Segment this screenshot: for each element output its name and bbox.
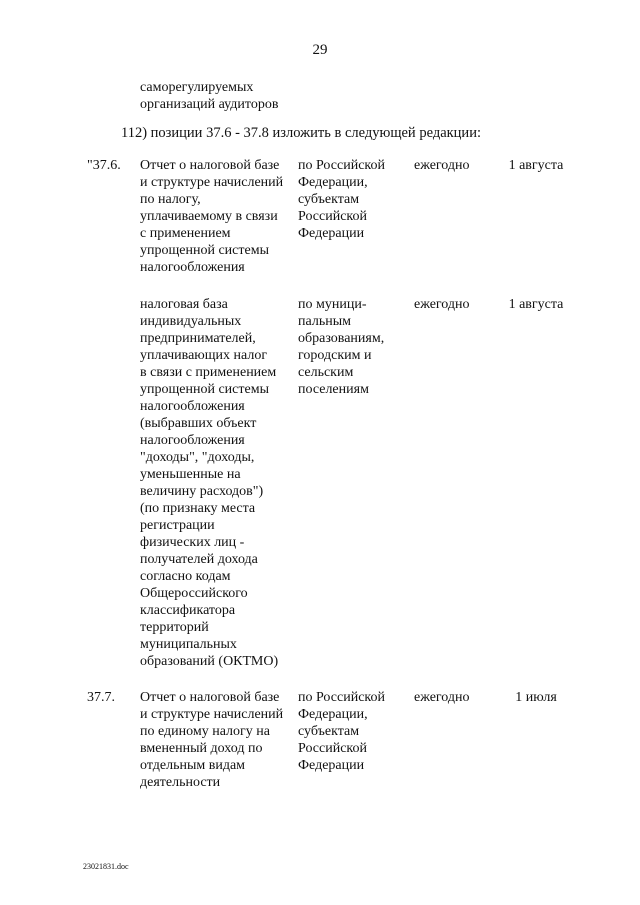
entry-name-line: "доходы", "доходы,: [140, 450, 255, 465]
entry-name-line: получателей дохода: [140, 552, 258, 567]
entry-name-line: предпринимателей,: [140, 331, 256, 346]
entry-level-line: по Российской: [298, 690, 385, 705]
entry-name-line: регистрации: [140, 518, 215, 533]
entry-name-line: налогообложения: [140, 399, 245, 414]
entry-name-line: упрощенной системы: [140, 382, 269, 397]
entry-name-line: образований (ОКТМО): [140, 654, 279, 669]
entry-level: [298, 296, 410, 398]
entry-level-line: пальным: [298, 314, 351, 329]
entry-name-line: (по признаку места: [140, 501, 256, 516]
entry-name-line: уменьшенные на: [140, 467, 241, 482]
amendment-intro: 112) позиции 37.6 - 37.8 изложить в следующей редакции:: [121, 125, 481, 141]
entry-level-line: субъектам: [298, 724, 360, 739]
entry-name-line: отдельным видам: [140, 758, 246, 773]
entry-deadline: 1 августа: [508, 158, 564, 173]
entry-name-line: налогообложения: [140, 433, 245, 448]
entry-level-line: субъектам: [298, 192, 360, 207]
entry-name-line: величину расходов"): [140, 484, 264, 499]
entry-name-line: муниципальных: [140, 637, 237, 652]
entry-level-line: по муници-: [298, 297, 367, 312]
page-number: 29: [312, 42, 328, 58]
entry-name-line: Общероссийского: [140, 586, 248, 601]
continuation-line: саморегулируемых: [140, 80, 254, 95]
entry-name-line: и структуре начислений: [140, 707, 284, 722]
entry-periodicity: ежегодно: [414, 158, 470, 173]
entry-level-line: Российской: [298, 209, 367, 224]
entry-deadline: 1 августа: [508, 297, 564, 312]
entry-level-line: сельским: [298, 365, 354, 380]
entry-number: "37.6.: [87, 158, 121, 173]
entry-name-line: в связи с применением: [140, 365, 277, 380]
entry-name-line: уплачиваемому в связи: [140, 209, 278, 224]
entry-level: [298, 157, 410, 242]
entry-name: [140, 296, 298, 670]
entry-level-line: городским и: [298, 348, 372, 363]
entry-name-line: Отчет о налоговой базе: [140, 690, 280, 705]
entry-level-line: Федерации,: [298, 707, 368, 722]
entry-name-line: согласно кодам: [140, 569, 231, 584]
entry-level-line: Российской: [298, 741, 367, 756]
entry-level-line: Федерации: [298, 758, 365, 773]
entry-periodicity: ежегодно: [414, 690, 470, 705]
entry-name-line: налогообложения: [140, 260, 245, 275]
entry-name-line: Отчет о налоговой базе: [140, 158, 280, 173]
entry-name-line: налоговая база: [140, 297, 228, 312]
entry-level: [298, 689, 410, 774]
entry-periodicity: ежегодно: [414, 297, 470, 312]
entry-name-line: (выбравших объект: [140, 416, 257, 431]
entry-name-line: классификатора: [140, 603, 236, 618]
entry-name-line: с применением: [140, 226, 231, 241]
entry-number: 37.7.: [87, 690, 115, 705]
entry-name-line: уплачивающих налог: [140, 348, 268, 363]
entry-level-line: образованиям,: [298, 331, 385, 346]
entry-level-line: Федерации,: [298, 175, 368, 190]
entry-name-line: упрощенной системы: [140, 243, 269, 258]
entry-name: [140, 689, 298, 791]
entry-deadline: 1 июля: [515, 690, 557, 705]
entry-name-line: физических лиц -: [140, 535, 245, 550]
continuation-text: [140, 79, 340, 113]
entry-name-line: территорий: [140, 620, 209, 635]
entry-name-line: и структуре начислений: [140, 175, 284, 190]
entry-name-line: по единому налогу на: [140, 724, 270, 739]
entry-name-line: по налогу,: [140, 192, 201, 207]
document-filename: 23021831.doc: [83, 862, 129, 871]
entry-name: [140, 157, 298, 276]
continuation-line: организаций аудиторов: [140, 97, 279, 112]
entry-name-line: деятельности: [140, 775, 221, 790]
entry-level-line: Федерации: [298, 226, 365, 241]
entry-level-line: по Российской: [298, 158, 385, 173]
entry-name-line: вмененный доход по: [140, 741, 263, 756]
entry-level-line: поселениям: [298, 382, 369, 397]
entry-name-line: индивидуальных: [140, 314, 242, 329]
